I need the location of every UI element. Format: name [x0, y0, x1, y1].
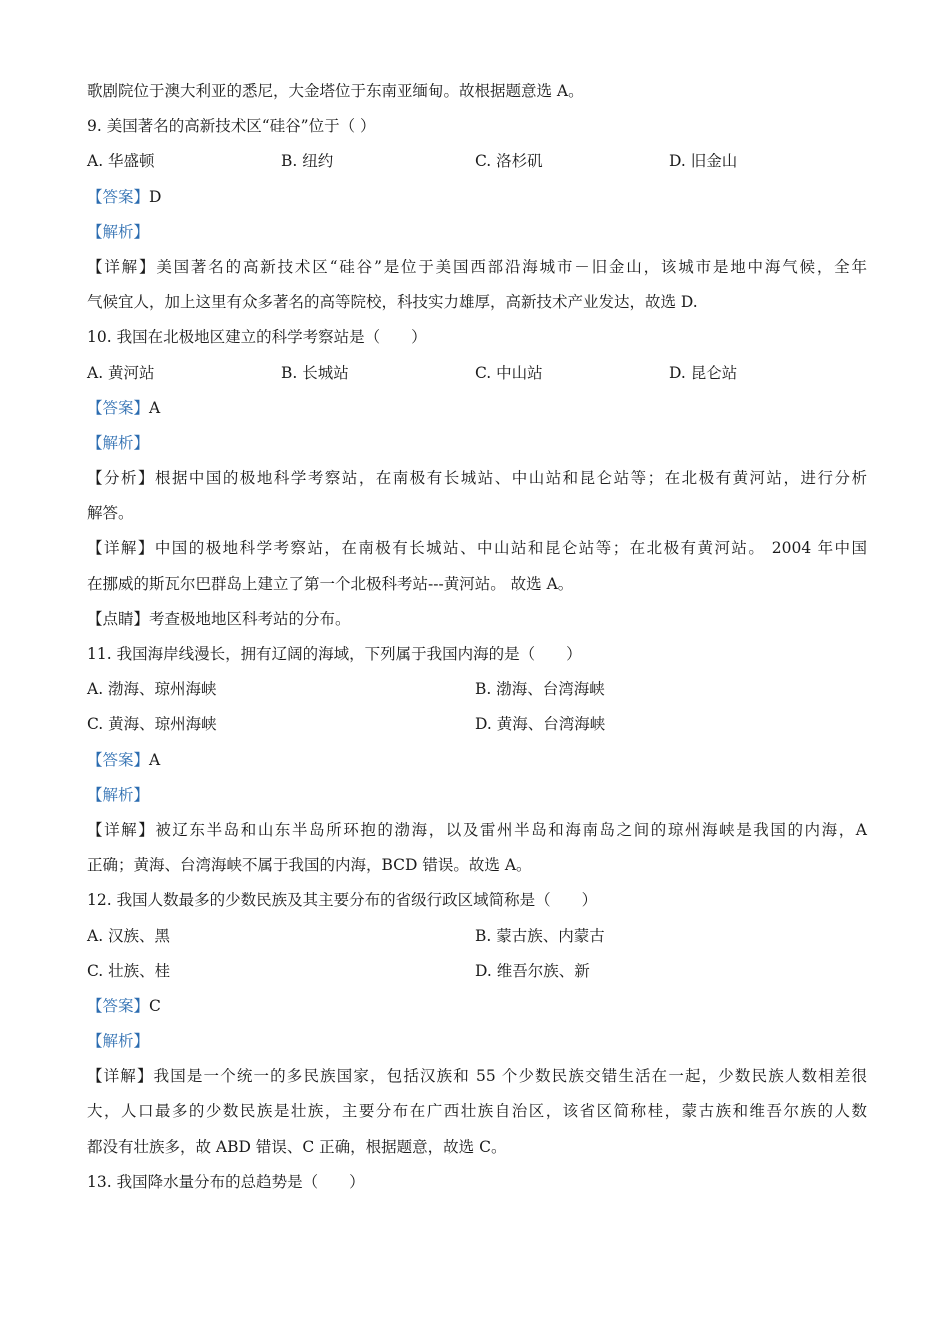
option-a: A. 汉族、黑 [87, 926, 171, 945]
analysis-tag: 【解析】 [87, 222, 150, 241]
answer-line [87, 180, 867, 215]
option-a: A. 渤海、琼州海峡 [87, 680, 217, 699]
detail-line: 【详解】美国著名的高新技术区“硅谷”是位于美国西部沿海城市－旧金山，该城市是地中海气候，全年 [87, 257, 867, 276]
question-12: 12. 我国人数最多的少数民族及其主要分布的省级行政区域简称是（ ） [87, 891, 598, 910]
analysis-text: 解答。 [87, 504, 134, 523]
answer-value: A [149, 750, 161, 769]
question-10: 10. 我国在北极地区建立的科学考察站是（ ） [87, 328, 427, 347]
detail-line: 气候宜人，加上这里有众多著名的高等院校，科技实力雄厚，高新技术产业发达，故选 D. [87, 293, 698, 312]
analysis-text: 【分析】根据中国的极地科学考察站，在南极有长城站、中山站和昆仑站等；在北极有黄河站，进行分析 [87, 469, 867, 488]
option-d: D. 旧金山 [669, 152, 738, 171]
answer-tag: 【答案】 [87, 398, 150, 417]
answer-line [87, 391, 867, 426]
question-11: 11. 我国海岸线漫长，拥有辽阔的海域，下列属于我国内海的是（ ） [87, 645, 582, 663]
question-12-options-row1 [87, 919, 867, 954]
text-line: 歌剧院位于澳大利亚的悉尼，大金塔位于东南亚缅甸。故根据题意选 A。 [87, 82, 584, 100]
option-a: A. 黄河站 [87, 363, 155, 382]
answer-line [87, 989, 867, 1024]
option-b: B. 渤海、台湾海峡 [475, 680, 605, 699]
analysis-line [87, 426, 867, 461]
option-d: D. 维吾尔族、新 [475, 961, 590, 980]
option-d: D. 黄海、台湾海峡 [475, 715, 606, 734]
question-11-options-row1 [87, 672, 867, 707]
analysis-tag: 【解析】 [87, 1032, 150, 1051]
question-12-options-row2 [87, 954, 867, 989]
option-d: D. 昆仑站 [669, 363, 738, 382]
option-c: C. 洛杉矶 [475, 152, 543, 171]
question-13: 13. 我国降水量分布的总趋势是（ ） [87, 1172, 365, 1191]
comment-line: 【点睛】考查极地地区科考站的分布。 [87, 609, 351, 628]
option-c: C. 中山站 [475, 363, 543, 382]
answer-line [87, 743, 867, 778]
answer-value: A [149, 398, 161, 417]
question-10-options [87, 356, 867, 391]
answer-tag: 【答案】 [87, 996, 150, 1015]
analysis-line [87, 215, 867, 250]
option-b: B. 纽约 [281, 152, 334, 171]
answer-value: D [149, 187, 162, 206]
option-a: A. 华盛顿 [87, 152, 155, 171]
answer-value: C [149, 996, 161, 1015]
detail-line: 正确；黄海、台湾海峡不属于我国的内海，BCD 错误。故选 A。 [87, 856, 532, 875]
analysis-line [87, 778, 867, 813]
question-9: 9. 美国著名的高新技术区“硅谷”位于（ ） [87, 117, 376, 136]
question-9-options [87, 144, 867, 179]
detail-line: 都没有壮族多，故 ABD 错误、C 正确，根据题意，故选 C。 [87, 1137, 507, 1156]
detail-line: 【详解】中国的极地科学考察站，在南极有长城站、中山站和昆仑站等；在北极有黄河站。 2004 年中国 [87, 539, 867, 558]
option-b: B. 蒙古族、内蒙古 [475, 926, 605, 945]
detail-line: 大，人口最多的少数民族是壮族，主要分布在广西壮族自治区，该省区简称桂，蒙古族和维吾尔族的人数 [87, 1102, 867, 1121]
detail-line: 【详解】我国是一个统一的多民族国家，包括汉族和 55 个少数民族交错生活在一起，少数民族人数相差很 [87, 1067, 867, 1086]
analysis-tag: 【解析】 [87, 433, 150, 452]
analysis-tag: 【解析】 [87, 785, 150, 804]
answer-tag: 【答案】 [87, 187, 150, 206]
question-11-options-row2 [87, 707, 867, 742]
analysis-line [87, 1024, 867, 1059]
document-page [87, 74, 867, 1200]
option-c: C. 壮族、桂 [87, 961, 171, 980]
option-c: C. 黄海、琼州海峡 [87, 715, 217, 734]
detail-line: 在挪威的斯瓦尔巴群岛上建立了第一个北极科考站---黄河站。 故选 A。 [87, 574, 574, 593]
option-b: B. 长城站 [281, 363, 349, 382]
answer-tag: 【答案】 [87, 750, 150, 769]
detail-line: 【详解】被辽东半岛和山东半岛所环抱的渤海，以及雷州半岛和海南岛之间的琼州海峡是我国的内海，A [87, 820, 867, 839]
